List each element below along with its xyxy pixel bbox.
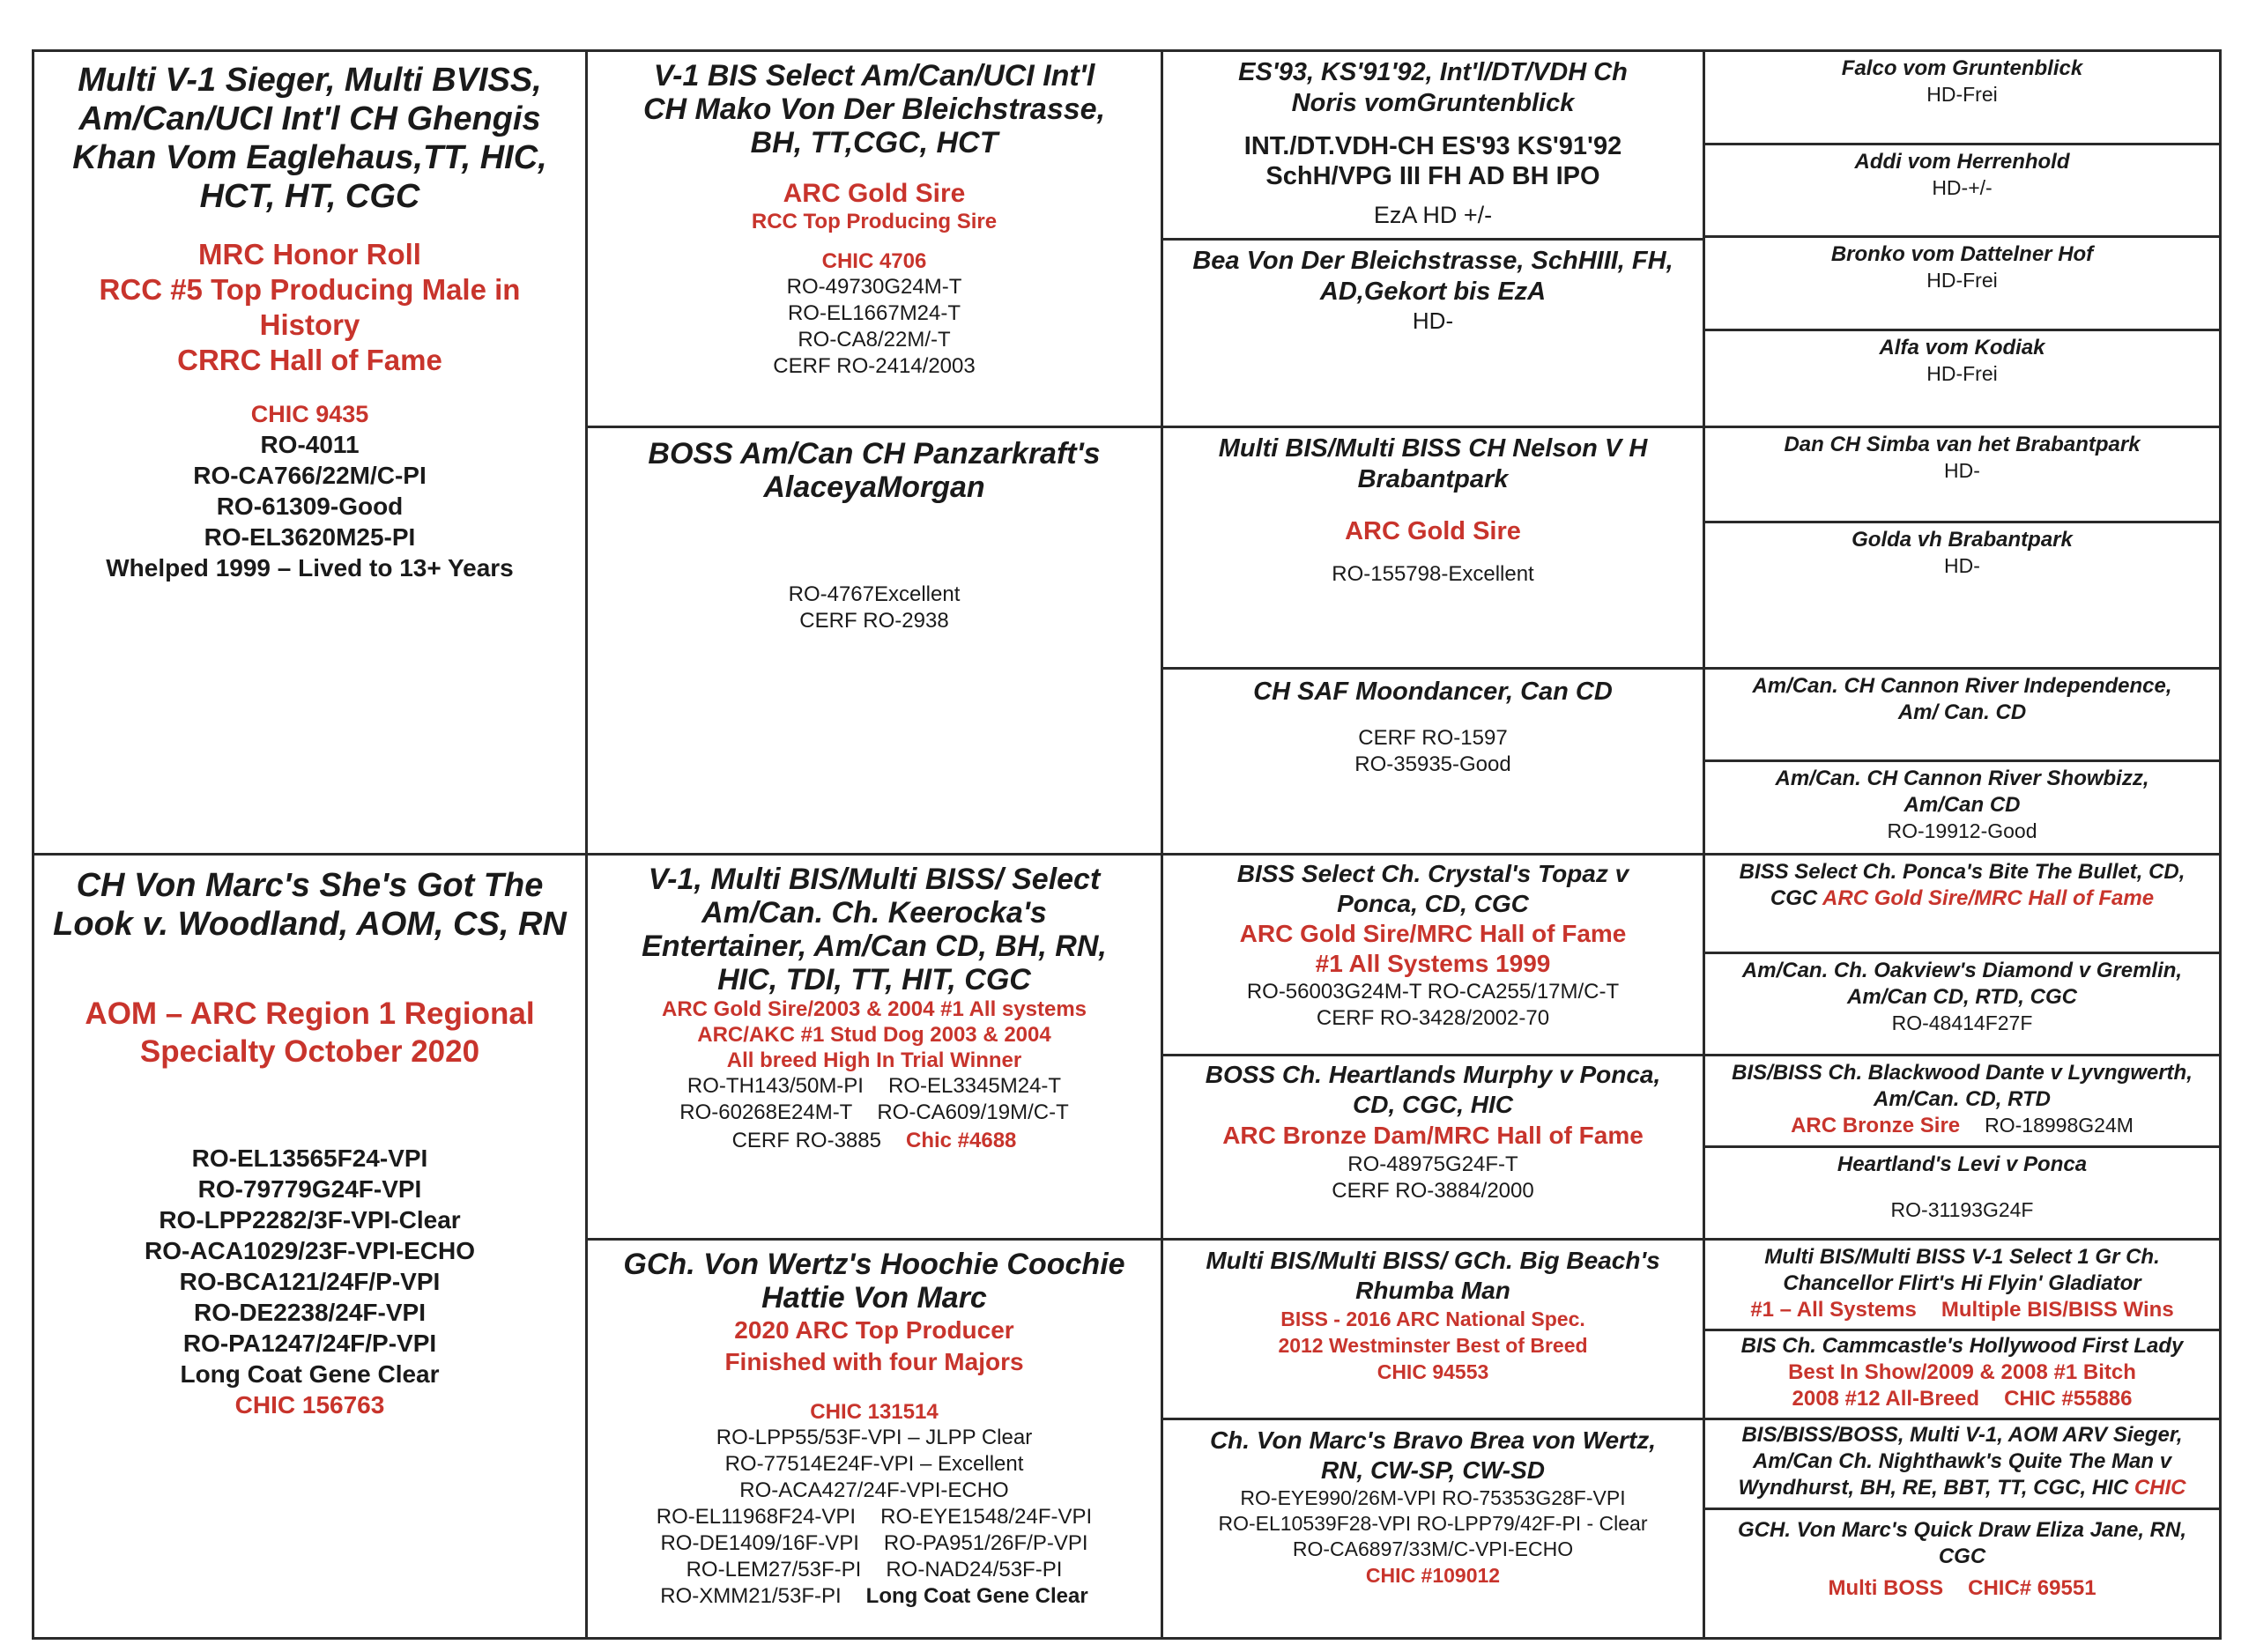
g3-title-line: BOSS Ch. Heartlands Murphy v Ponca,	[1205, 1061, 1661, 1088]
sire-title-line: Multi V-1 Sieger, Multi BVISS,	[78, 62, 542, 99]
sire-honor: History	[259, 308, 360, 341]
g4-health: RO-18998G24M	[1985, 1114, 2134, 1137]
g4-cell-11	[1703, 1054, 2222, 1148]
sire-chic: CHIC 9435	[250, 401, 369, 427]
g3-title-line: ES'93, KS'91'92, Int'l/DT/VDH Ch	[1238, 58, 1628, 86]
g4-title-line: Dan CH Simba van het Brabantpark	[1784, 433, 2141, 456]
g4-cell-4	[1703, 329, 2222, 428]
g4-cell-5	[1703, 426, 2222, 523]
sire-honor: CRRC Hall of Fame	[177, 344, 442, 376]
dam-dam-health-row	[588, 1583, 1161, 1610]
g3-title-line: Ponca, CD, CGC	[1337, 890, 1529, 917]
g4-title-line: Am/ Can. CD	[1897, 700, 2027, 724]
g3-honor: ARC Gold Sire/MRC Hall of Fame	[1239, 920, 1627, 947]
dam-health: Long Coat Gene Clear	[180, 1360, 440, 1388]
dam-health: RO-BCA121/24F/P-VPI	[179, 1268, 441, 1295]
g3-health: RO-48975G24F-T	[1347, 1152, 1518, 1176]
sire-dam-title-line: BOSS Am/Can CH Panzarkraft's	[648, 437, 1101, 470]
dam-sire-honor: ARC Gold Sire/2003 & 2004 #1 All systems	[661, 997, 1087, 1021]
sire-whelped: Whelped 1999 – Lived to 13+ Years	[106, 554, 514, 582]
g3-health: RO-EYE990/26M-VPI RO-75353G28F-VPI	[1240, 1486, 1626, 1509]
g3-title-line: CD, CGC, HIC	[1353, 1091, 1513, 1118]
g3-health: CERF RO-1597	[1358, 726, 1508, 750]
sire-health: RO-CA766/22M/C-PI	[193, 462, 427, 489]
g3-title-line: Noris vomGruntenblick	[1291, 89, 1575, 117]
sire-sire-health: RO-EL1667M24-T	[787, 301, 961, 325]
g4-title-mixed	[1705, 885, 2219, 912]
g3-health: RO-155798-Excellent	[1332, 562, 1534, 586]
g4-honor: CHIC# 69551	[1968, 1576, 2096, 1600]
dam-title-line: Look v. Woodland, AOM, CS, RN	[53, 906, 567, 943]
sire-sire-health: RO-CA8/22M/-T	[798, 328, 951, 352]
sire-title-line: HCT, HT, CGC	[199, 178, 420, 215]
sire-dam-health: CERF RO-2938	[799, 609, 949, 633]
g4-honor: CHIC	[2134, 1476, 2186, 1500]
dam-dam-cell	[585, 1238, 1163, 1640]
g4-title-line: Addi vom Herrenhold	[1854, 150, 2070, 174]
sire-sire-title-line: CH Mako Von Der Bleichstrasse,	[642, 93, 1106, 126]
g4-title-line: Am/Can. CD, RTD	[1874, 1087, 2051, 1111]
g3-health: RO-EL10539F28-VPI RO-LPP79/42F-PI - Clear	[1218, 1512, 1648, 1535]
sire-sire-title-line: V-1 BIS Select Am/Can/UCI Int'l	[653, 59, 1095, 93]
g4-health: HD-Frei	[1926, 83, 1998, 106]
g4-title-line: Am/Can Ch. Nighthawk's Quite The Man v	[1752, 1449, 2172, 1473]
dam-dam-health: RO-NAD24/53F-PI	[886, 1558, 1063, 1582]
dam-sire-health-row	[588, 1073, 1161, 1100]
dam-honor: AOM – ARC Region 1 Regional	[85, 996, 535, 1031]
g3-honor: 2012 Westminster Best of Breed	[1278, 1334, 1588, 1357]
g3-title-line: AD,Gekort bis EzA	[1319, 278, 1547, 306]
sire-health: RO-EL3620M25-PI	[204, 523, 416, 551]
g4-honor: ARC Bronze Sire	[1791, 1114, 1961, 1137]
g4-cell-1	[1703, 49, 2222, 145]
g3-honor: CHIC 94553	[1377, 1360, 1489, 1383]
dam-dam-health: RO-EL11968F24-VPI	[656, 1505, 857, 1529]
g3-honor: BISS - 2016 ARC National Spec.	[1280, 1308, 1585, 1330]
g4-title-line: Alfa vom Kodiak	[1879, 336, 2045, 359]
dam-cell	[32, 853, 588, 1640]
g4-honor: CHIC #55886	[2004, 1387, 2133, 1411]
sire-cell	[32, 49, 588, 856]
g3-title-line: RN, CW-SP, CW-SD	[1320, 1456, 1546, 1484]
g4-title-line: GCH. Von Marc's Quick Draw Eliza Jane, RN,	[1738, 1518, 2186, 1542]
g3-chic: CHIC #109012	[1365, 1564, 1501, 1587]
dam-dam-health-row	[588, 1530, 1161, 1557]
g4-honor-row	[1705, 1575, 2219, 1602]
g3-title-line: Multi BIS/Multi BISS CH Nelson V H	[1218, 434, 1648, 463]
dam-dam-honor: Finished with four Majors	[724, 1348, 1024, 1375]
g4-health: RO-48414F27F	[1891, 1011, 2033, 1034]
sire-sire-honor: ARC Gold Sire	[783, 179, 966, 208]
g3-subtitle: SchH/VPG III FH AD BH IPO	[1265, 162, 1600, 190]
sire-health: RO-4011	[260, 431, 360, 458]
g3-cell-6	[1161, 1054, 1705, 1241]
g3-title-line: BISS Select Ch. Crystal's Topaz v	[1236, 860, 1629, 887]
g4-cell-16	[1703, 1508, 2222, 1640]
g4-health: HD-Frei	[1926, 362, 1998, 385]
g4-health: HD-	[1944, 554, 1980, 577]
g3-health: RO-56003G24M-T RO-CA255/17M/C-T	[1246, 980, 1620, 1004]
g4-title-mixed	[1705, 1475, 2219, 1501]
dam-dam-health-row	[588, 1504, 1161, 1530]
g3-cell-4	[1161, 667, 1705, 856]
g4-health: RO-19912-Good	[1887, 819, 2037, 842]
g3-subtitle: INT./DT.VDH-CH ES'93 KS'91'92	[1243, 132, 1622, 160]
g4-title-line: Am/Can CD	[1904, 793, 2021, 817]
g4-cell-2	[1703, 143, 2222, 238]
dam-dam-honor: 2020 ARC Top Producer	[734, 1316, 1014, 1344]
dam-sire-health-row	[588, 1100, 1161, 1126]
g4-title-line: Chancellor Flirt's Hi Flyin' Gladiator	[1783, 1271, 2141, 1295]
g3-title-line: Ch. Von Marc's Bravo Brea von Wertz,	[1209, 1426, 1657, 1454]
g4-honor: 2008 #12 All-Breed	[1792, 1387, 1980, 1411]
dam-dam-health: RO-LPP55/53F-VPI – JLPP Clear	[716, 1426, 1033, 1449]
dam-sire-title-line: Entertainer, Am/Can CD, BH, RN,	[642, 930, 1107, 963]
g4-title-line: Am/Can CD, RTD, CGC	[1847, 985, 2077, 1009]
dam-health: RO-LPP2282/3F-VPI-Clear	[159, 1206, 461, 1233]
g4-honor-row	[1705, 1113, 2219, 1139]
g4-honor: Multi BOSS	[1828, 1576, 1944, 1600]
dam-health: RO-DE2238/24F-VPI	[194, 1299, 426, 1326]
dam-sire-chic: Chic #4688	[905, 1129, 1017, 1152]
g4-title-line: BISS Select Ch. Ponca's Bite The Bullet, CD,	[1739, 860, 2186, 884]
dam-dam-title-line: Hattie Von Marc	[761, 1281, 987, 1315]
g4-honor: Multiple BIS/BISS Wins	[1941, 1298, 2174, 1322]
sire-sire-health: CERF RO-2414/2003	[773, 354, 976, 378]
g3-health: RO-CA6897/33M/C-VPI-ECHO	[1292, 1537, 1574, 1560]
g3-honor: ARC Bronze Dam/MRC Hall of Fame	[1222, 1122, 1644, 1149]
sire-title-line: Khan Vom Eaglehaus,TT, HIC,	[72, 139, 547, 176]
dam-sire-health: RO-60268E24M-T	[679, 1100, 853, 1124]
sire-health: RO-61309-Good	[216, 493, 404, 520]
g3-honor: ARC Gold Sire	[1345, 517, 1521, 545]
dam-dam-health-row	[588, 1557, 1161, 1583]
g4-cell-10	[1703, 952, 2222, 1056]
g3-honor: #1 All Systems 1999	[1315, 950, 1551, 977]
dam-dam-health: RO-EYE1548/24F-VPI	[880, 1505, 1093, 1529]
g4-cell-14	[1703, 1329, 2222, 1420]
dam-dam-health: RO-PA951/26F/P-VPI	[883, 1531, 1088, 1555]
g4-title-line: CGC	[1938, 1545, 1986, 1568]
g4-health: RO-31193G24F	[1890, 1198, 2034, 1221]
sire-dam-health: RO-4767Excellent	[788, 582, 961, 606]
g3-health: CERF RO-3428/2002-70	[1316, 1006, 1550, 1030]
g3-cell-3	[1161, 426, 1705, 670]
dam-dam-long-coat: Long Coat Gene Clear	[865, 1584, 1088, 1608]
sire-honor: RCC #5 Top Producing Male in	[99, 273, 521, 306]
dam-dam-health: RO-DE1409/16F-VPI	[660, 1531, 859, 1555]
g4-title-line: Am/Can. Ch. Oakview's Diamond v Gremlin,	[1741, 959, 2183, 982]
g3-title-line: Brabantpark	[1357, 465, 1509, 493]
dam-health: RO-EL13565F24-VPI	[191, 1145, 428, 1172]
g4-title-line: Golda vh Brabantpark	[1852, 528, 2073, 552]
g4-honor: ARC Gold Sire/MRC Hall of Fame	[1822, 886, 2155, 910]
dam-chic: CHIC 156763	[234, 1391, 385, 1419]
g4-title-line: BIS/BISS/BOSS, Multi V-1, AOM ARV Sieger,	[1741, 1423, 2183, 1447]
g4-honor: #1 – All Systems	[1750, 1298, 1917, 1322]
g4-cell-13	[1703, 1238, 2222, 1331]
dam-sire-health: RO-TH143/50M-PI	[686, 1074, 864, 1098]
g4-title-line: Am/Can. CH Cannon River Independence,	[1752, 674, 2172, 698]
dam-honor: Specialty October 2020	[139, 1034, 480, 1069]
g4-title-part: Wyndhurst, BH, RE, BBT, TT, CGC, HIC	[1738, 1476, 2129, 1500]
g4-title-part: CGC	[1770, 886, 1818, 910]
dam-sire-cell	[585, 853, 1163, 1241]
dam-health: RO-PA1247/24F/P-VPI	[182, 1330, 437, 1357]
g4-title-line: Multi BIS/Multi BISS V-1 Select 1 Gr Ch.	[1764, 1245, 2160, 1269]
g4-cell-8	[1703, 759, 2222, 856]
g4-cell-6	[1703, 521, 2222, 670]
g4-cell-9	[1703, 853, 2222, 954]
dam-dam-title-line: GCh. Von Wertz's Hoochie Coochie	[623, 1248, 1125, 1281]
g3-title-line: CH SAF Moondancer, Can CD	[1253, 678, 1613, 706]
g4-cell-3	[1703, 235, 2222, 331]
dam-sire-title-line: Am/Can. Ch. Keerocka's	[701, 896, 1047, 930]
dam-dam-health: RO-LEM27/53F-PI	[686, 1558, 862, 1582]
dam-sire-health: RO-EL3345M24-T	[887, 1074, 1062, 1098]
sire-sire-title-line: BH, TT,CGC, HCT	[750, 126, 998, 159]
sire-dam-title-line: AlaceyaMorgan	[763, 470, 985, 504]
g4-health: HD-	[1944, 459, 1980, 482]
g3-cell-5	[1161, 853, 1705, 1056]
g4-title-line: Heartland's Levi v Ponca	[1837, 1152, 2088, 1176]
pedigree-chart	[32, 49, 2222, 1640]
dam-sire-honor: ARC/AKC #1 Stud Dog 2003 & 2004	[697, 1023, 1051, 1047]
g3-health: HD-	[1412, 307, 1454, 334]
g4-title-line: BIS/BISS Ch. Blackwood Dante v Lyvngwerth,	[1732, 1061, 2193, 1085]
g4-health: HD-Frei	[1926, 269, 1998, 292]
dam-sire-honor: All breed High In Trial Winner	[726, 1048, 1022, 1072]
g3-health: EzA HD +/-	[1373, 202, 1493, 228]
g4-cell-15	[1703, 1418, 2222, 1510]
dam-sire-title-line: V-1, Multi BIS/Multi BISS/ Select	[648, 863, 1101, 896]
sire-honor: MRC Honor Roll	[198, 238, 421, 270]
g3-title-line: Multi BIS/Multi BISS/ GCh. Big Beach's	[1206, 1247, 1660, 1274]
g4-honor-row	[1705, 1386, 2219, 1412]
sire-title-line: Am/Can/UCI Int'l CH Ghengis	[78, 100, 541, 137]
g4-title-line: Bronko vom Dattelner Hof	[1830, 242, 2094, 266]
g4-title-line: Am/Can. CH Cannon River Showbizz,	[1775, 767, 2149, 790]
g4-honor-row	[1705, 1297, 2219, 1323]
g3-cell-7	[1161, 1238, 1705, 1420]
dam-sire-cerf: CERF RO-3885	[731, 1129, 881, 1152]
dam-dam-health: RO-ACA427/24F-VPI-ECHO	[739, 1478, 1009, 1502]
dam-dam-health: RO-77514E24F-VPI – Excellent	[724, 1452, 1024, 1476]
sire-sire-honor: RCC Top Producing Sire	[751, 210, 998, 233]
g4-cell-7	[1703, 667, 2222, 762]
g3-title-line: Bea Von Der Bleichstrasse, SchHIII, FH,	[1192, 247, 1673, 275]
dam-sire-cerf-row	[588, 1126, 1161, 1156]
dam-dam-chic: CHIC 131514	[810, 1400, 939, 1424]
sire-dam-cell	[585, 426, 1163, 856]
dam-health: RO-79779G24F-VPI	[197, 1175, 422, 1203]
g3-health: CERF RO-3884/2000	[1332, 1179, 1534, 1203]
g4-honor: Best In Show/2009 & 2008 #1 Bitch	[1788, 1360, 2136, 1384]
g4-cell-12	[1703, 1145, 2222, 1241]
dam-health: RO-ACA1029/23F-VPI-ECHO	[145, 1237, 475, 1264]
g3-cell-1	[1161, 49, 1705, 241]
g4-health: HD-+/-	[1932, 176, 1993, 199]
g3-cell-2	[1161, 238, 1705, 428]
dam-title-line: CH Von Marc's She's Got The	[76, 867, 544, 904]
sire-sire-chic: CHIC 4706	[821, 249, 927, 273]
g3-title-line: Rhumba Man	[1355, 1277, 1510, 1304]
g3-cell-8	[1161, 1418, 1705, 1640]
sire-sire-cell	[585, 49, 1163, 428]
dam-dam-health: RO-XMM21/53F-PI	[660, 1584, 842, 1608]
dam-sire-health: RO-CA609/19M/C-T	[877, 1100, 1069, 1124]
dam-sire-title-line: HIC, TDI, TT, HIT, CGC	[717, 963, 1031, 996]
sire-sire-health: RO-49730G24M-T	[786, 275, 962, 299]
g4-title-line: BIS Ch. Cammcastle's Hollywood First Lady	[1740, 1334, 2184, 1358]
g3-health: RO-35935-Good	[1354, 752, 1511, 776]
g4-title-line: Falco vom Gruntenblick	[1841, 56, 2083, 80]
